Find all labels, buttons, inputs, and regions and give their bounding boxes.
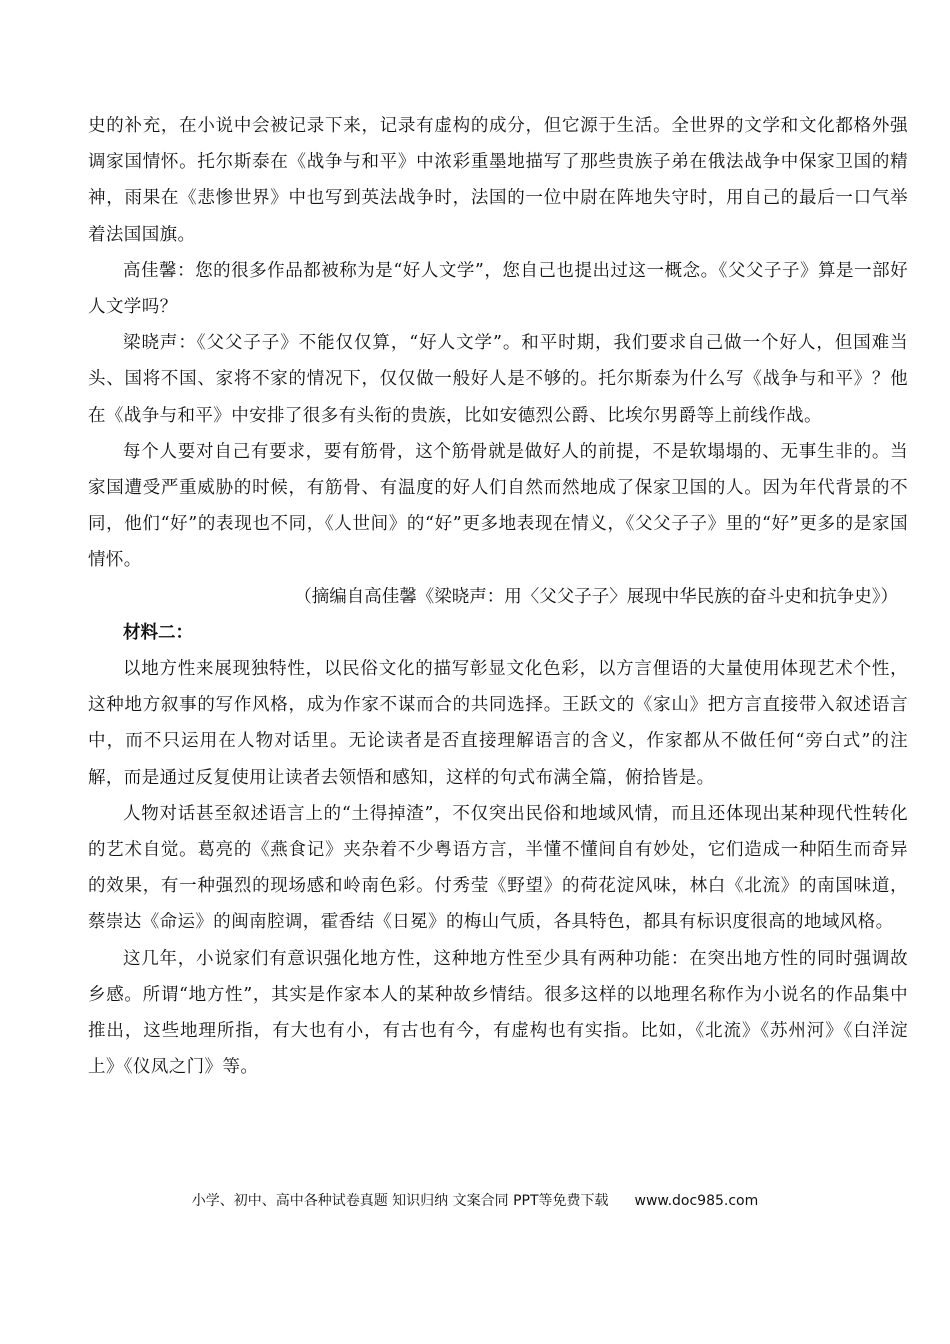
footer-url[interactable]: www.doc985.com — [634, 1193, 759, 1209]
paragraph: 史的补充，在小说中会被记录下来，记录有虚构的成分，但它源于生活。全世界的文学和文化都格外强调家国情怀。托尔斯泰在《战争与和平》中浓彩重墨地描写了那些贵族子弟在俄法战争中保家卫国的精神，雨果在《悲惨世界》中也写到英法战争时，法国的一位中尉在阵地失守时，用自己的最后一口气举着法国国旗。 — [88, 116, 908, 245]
material1-continued — [88, 108, 908, 579]
paragraph: 每个人要对自己有要求，要有筋骨，这个筋骨就是做好人的前提，不是软塌塌的、无事生非的。当家国遭受严重威胁的时候，有筋骨、有温度的好人们自然而然地成了保家卫国的人。因为年代背景的不同，他们“好”的表现也不同，《人世间》的“好”更多地表现在情义，《父父子子》里的“好”更多的是家国情怀。 — [88, 441, 908, 571]
page-footer — [0, 1191, 950, 1211]
paragraph: 以地方性来展现独特性，以民俗文化的描写彰显文化色彩，以方言俚语的大量使用体现艺术个性，这种地方叙事的写作风格，成为作家不谋而合的共同选择。王跃文的《家山》把方言直接带入叙述语言中，而不只运用在人物对话里。无论读者是否直接理解语言的含义，作家都从不做任何“旁白式”的注解，而是通过反复使用让读者去领悟和感知，这样的句式布满全篇，俯拾皆是。 — [88, 659, 908, 788]
source-note: （摘编自高佳馨《梁晓声：用〈父父子子〉展现中华民族的奋斗史和抗争史》） — [294, 586, 898, 607]
paragraph: 这几年，小说家们有意识强化地方性，这种地方性至少具有两种功能：在突出地方性的同时强调故乡感。所谓“地方性”，其实是作家本人的某种故乡情结。很多这样的以地理名称作为小说名的作品集中推出，这些地理所指，有大也有小，有古也有今，有虚构也有实指。比如，《北流》《苏州河》《白洋淀上》《仪凤之门》等。 — [88, 948, 908, 1078]
paragraph: 高佳馨：您的很多作品都被称为是“好人文学”，您自己也提出过这一概念。《父父子子》算是一部好人文学吗？ — [88, 260, 908, 318]
material2-body — [88, 651, 908, 1085]
material2-heading: 材料二： — [123, 622, 193, 643]
footer-text: 小学、初中、高中各种试卷真题 知识归纳 文案合同 PPT等免费下载 — [191, 1193, 609, 1209]
paragraph: 人物对话甚至叙述语言上的“土得掉渣”，不仅突出民俗和地域风情，而且还体现出某种现代性转化的艺术自觉。葛亮的《燕食记》夹杂着不少粤语方言，半懂不懂间自有妙处，它们造成一种陌生而奇异的效果，有一种强烈的现场感和岭南色彩。付秀莹《野望》的荷花淀风味，林白《北流》的南国味道，蔡崇达《命运》的闽南腔调，霍香结《日冕》的梅山气质，各具特色，都具有标识度很高的地域风格。 — [88, 803, 908, 933]
document-body — [88, 108, 908, 1085]
paragraph: 梁晓声：《父父子子》不能仅仅算，“好人文学”。和平时期，我们要求自己做一个好人，但国难当头、国将不国、家将不家的情况下，仅仅做一般好人是不够的。托尔斯泰为什么写《战争与和平》？他在《战争与和平》中安排了很多有头衔的贵族，比如安德烈公爵、比埃尔男爵等上前线作战。 — [88, 333, 908, 426]
